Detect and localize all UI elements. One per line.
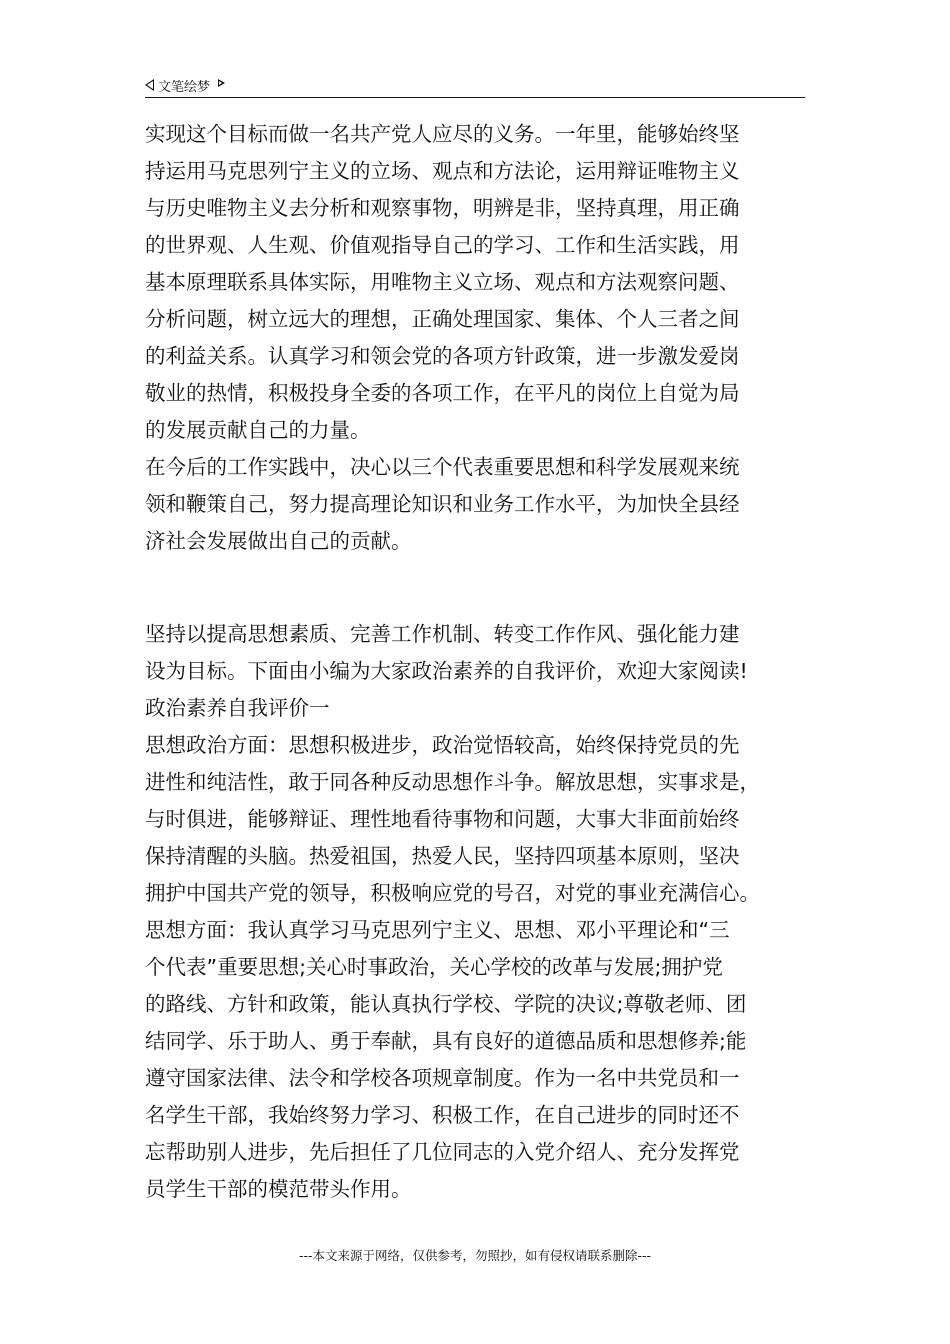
text-line: 持运用马克思列宁主义的立场、观点和方法论，运用辩证唯物主义 [145, 159, 740, 183]
section-title: 政治素养自我评价一 [145, 696, 330, 720]
document-body [145, 116, 825, 1208]
text-line: 的利益关系。认真学习和领会党的各项方针政策，进一步激发爱岗 [145, 344, 740, 368]
text-line: 济社会发展做出自己的贡献。 [145, 529, 412, 553]
text-line: 基本原理联系具体实际，用唯物主义立场、观点和方法观察问题、 [145, 270, 740, 294]
text-line: 忘帮助别人进步，先后担任了几位同志的入党介绍人、充分发挥党 [145, 1140, 740, 1164]
text-line: 的发展贡献自己的力量。 [145, 418, 371, 442]
text-line: 分析问题，树立远大的理想，正确处理国家、集体、个人三者之间 [145, 307, 740, 331]
text-line: 在今后的工作实践中，决心以三个代表重要思想和科学发展观来统 [145, 455, 740, 479]
page-footer: ---本文来源于网络，仅供参考，勿照抄，如有侵权请联系删除--- [298, 1248, 652, 1263]
text-line: 遵守国家法律、法令和学校各项规章制度。作为一名中共党员和一 [145, 1066, 740, 1090]
text-line: 与历史唯物主义去分析和观察事物，明辨是非，坚持真理，用正确 [145, 196, 740, 220]
text-line: 个代表”重要思想;关心时事政治，关心学校的改革与发展;拥护党 [145, 955, 723, 979]
triangle-left-icon [145, 79, 154, 91]
text-line: 与时俱进，能够辩证、理性地看待事物和问题，大事大非面前始终 [145, 807, 740, 831]
text-line: 思想方面：我认真学习马克思列宁主义、思想、邓小平理论和“三 [145, 918, 730, 942]
text-line: 的世界观、人生观、价值观指导自己的学习、工作和生活实践，用 [145, 233, 740, 257]
text-line: 保持清醒的头脑。热爱祖国，热爱人民，坚持四项基本原则，坚决 [145, 844, 740, 868]
text-line: 拥护中国共产党的领导，积极响应党的号召，对党的事业充满信心。 [145, 881, 760, 905]
text-line: 名学生干部，我始终努力学习、积极工作，在自己进步的同时还不 [145, 1103, 740, 1127]
text-line: 实现这个目标而做一名共产党人应尽的义务。一年里，能够始终坚 [145, 122, 740, 146]
text-line: 坚持以提高思想素质、完善工作机制、转变工作作风、强化能力建 [145, 622, 740, 646]
text-line: 结同学、乐于助人、勇于奉献，具有良好的道德品质和思想修养;能 [145, 1029, 747, 1053]
paragraph-gap [145, 560, 825, 597]
text-line: 员学生干部的模范带头作用。 [145, 1177, 412, 1201]
text-line: 敬业的热情，积极投身全委的各项工作，在平凡的岗位上自觉为局 [145, 381, 740, 405]
text-line: 思想政治方面：思想积极进步，政治觉悟较高，始终保持党员的先 [145, 733, 740, 757]
paragraph-gap [145, 597, 825, 616]
header-rule [145, 97, 805, 98]
text-line: 领和鞭策自己，努力提高理论知识和业务工作水平，为加快全县经 [145, 492, 740, 516]
text-line: 进性和纯洁性，敢于同各种反动思想作斗争。解放思想，实事求是， [145, 770, 760, 794]
triangle-right-icon [218, 79, 225, 87]
text-line: 设为目标。下面由小编为大家政治素养的自我评价，欢迎大家阅读! [145, 659, 748, 683]
page-header [145, 74, 805, 96]
header-brand: 文笔绘梦 [158, 79, 211, 95]
text-line: 的路线、方针和政策，能认真执行学校、学院的决议;尊敬老师、团 [145, 992, 747, 1016]
